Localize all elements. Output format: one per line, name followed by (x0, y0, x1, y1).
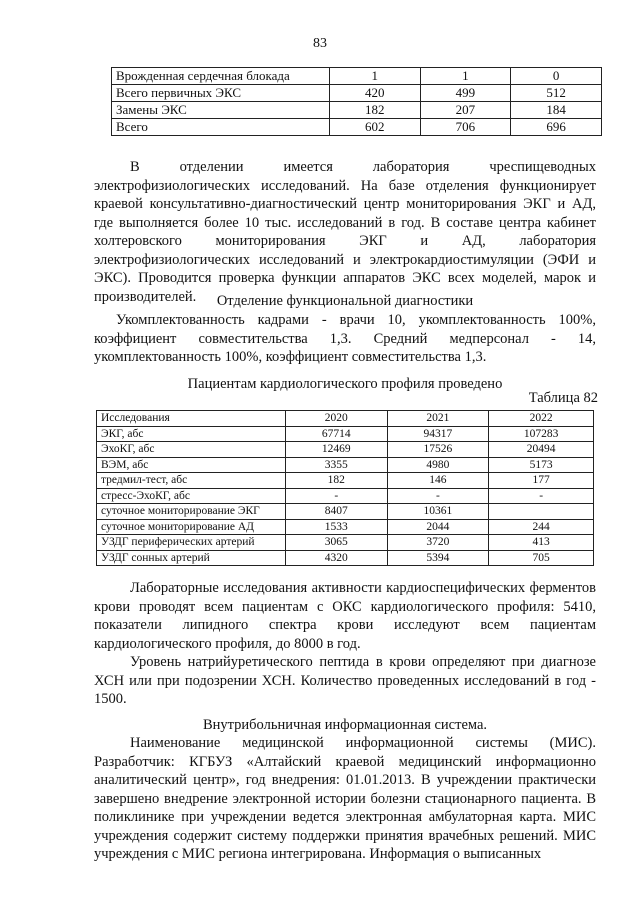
table-row (112, 119, 602, 136)
row-label-cell: тредмил-тест, абс (97, 473, 286, 489)
table-row (97, 488, 594, 504)
value-cell: 5394 (387, 550, 489, 566)
table-title: Пациентам кардиологического профиля проведено (187, 376, 503, 392)
header-studies: Исследования (97, 411, 286, 427)
value-cell: 182 (329, 102, 420, 119)
value-cell: 413 (489, 535, 594, 551)
value-cell: - (489, 488, 594, 504)
value-cell: - (285, 488, 387, 504)
value-cell: 5173 (489, 457, 594, 473)
peptide-paragraph: Уровень натрийуретического пептида в крови определяют при диагнозе ХСН или при подозрении ХСН. Количество проведенных исследований в год - 1500. (94, 654, 596, 707)
enzymes-paragraph: Лабораторные исследования активности кардиоспецифических ферментов крови проводят всем пациентам с ОКС кардиологического профиля: 5410, показатели липидного спектра крови исследуют всем пациентам кардиологического профиля, до 8000 в год. (94, 580, 596, 652)
pacemaker-table-body (112, 68, 602, 136)
value-cell: 177 (489, 473, 594, 489)
table-row (112, 68, 602, 85)
value-cell: 3720 (387, 535, 489, 551)
row-label-cell: Всего первичных ЭКС (112, 85, 330, 102)
row-label-cell: Замены ЭКС (112, 102, 330, 119)
value-cell: - (387, 488, 489, 504)
value-cell: 184 (511, 102, 602, 119)
value-cell: 146 (387, 473, 489, 489)
table-row (97, 442, 594, 458)
value-cell: 3065 (285, 535, 387, 551)
header-2022: 2022 (489, 411, 594, 427)
table-row (112, 85, 602, 102)
value-cell: 20494 (489, 442, 594, 458)
table-row (97, 473, 594, 489)
row-label-cell: УЗДГ периферических артерий (97, 535, 286, 551)
lab-paragraph: В отделении имеется лаборатория чреспищеводных электрофизиологических исследований. На базе отделения функционирует краевой консультативно-диагностический центр мониторирования ЭКГ и АД, где выполняется более 10 тыс. исследований в год. В составе центра кабинет холтеровского мониторирования ЭКГ и АД, лаборатория электрофизиологических исследований и электрокардиостимуляции (ЭФИ и ЭКС). Проводится проверка функции аппаратов ЭКС всех моделей, марок и производителей. (94, 159, 596, 305)
studies-table-body (97, 426, 594, 566)
value-cell: 8407 (285, 504, 387, 520)
value-cell: 2044 (387, 519, 489, 535)
header-2020: 2020 (285, 411, 387, 427)
table-row (97, 426, 594, 442)
value-cell: 3355 (285, 457, 387, 473)
page-number: 83 (313, 36, 327, 51)
value-cell: 107283 (489, 426, 594, 442)
table-row (97, 535, 594, 551)
studies-table (96, 410, 594, 566)
functional-diagnostics-heading: Отделение функциональной диагностики (216, 293, 474, 309)
row-label-cell: стресс-ЭхоКГ, абс (97, 488, 286, 504)
value-cell: 17526 (387, 442, 489, 458)
row-label-cell: ВЭМ, абс (97, 457, 286, 473)
value-cell: 10361 (387, 504, 489, 520)
value-cell: 1 (329, 68, 420, 85)
table-row (97, 519, 594, 535)
value-cell: 182 (285, 473, 387, 489)
value-cell: 696 (511, 119, 602, 136)
value-cell: 1 (420, 68, 511, 85)
value-cell: 207 (420, 102, 511, 119)
value-cell: 94317 (387, 426, 489, 442)
value-cell: 4980 (387, 457, 489, 473)
row-label-cell: Врожденная сердечная блокада (112, 68, 330, 85)
pacemaker-table (111, 67, 602, 136)
studies-table-header-row (97, 411, 594, 427)
value-cell: 67714 (285, 426, 387, 442)
value-cell: 0 (511, 68, 602, 85)
value-cell: 12469 (285, 442, 387, 458)
value-cell: 512 (511, 85, 602, 102)
value-cell: 602 (329, 119, 420, 136)
row-label-cell: Всего (112, 119, 330, 136)
value-cell: 499 (420, 85, 511, 102)
information-system-heading: Внутрибольничная информационная система. (202, 717, 488, 733)
row-label-cell: ЭхоКГ, абс (97, 442, 286, 458)
value-cell: 1533 (285, 519, 387, 535)
table-row (112, 102, 602, 119)
mis-paragraph: Наименование медицинской информационной системы (МИС). Разработчик: КГБУЗ «Алтайский краевой медицинский информационно аналитический центр», год внедрения: 01.01.2013. В учреждении практически завершено внедрение электронной истории болезни стационарного пациента. В поликлинике при учреждении ведется электронная амбулаторная карта. МИС учреждения содержит систему поддержки принятия врачебных решений. МИС учреждения с МИС региона интегрирована. Информация о выписанных (94, 735, 596, 862)
table-row (97, 457, 594, 473)
table-row (97, 550, 594, 566)
table-number-label: Таблица 82 (528, 390, 598, 406)
value-cell: 4320 (285, 550, 387, 566)
staffing-paragraph: Укомплектованность кадрами - врачи 10, укомплектованность 100%, коэффициент совместительства 1,3. Средний медперсонал - 14, укомплектованность 100%, коэффициент совместительства 1,3. (94, 312, 596, 365)
row-label-cell: ЭКГ, абс (97, 426, 286, 442)
value-cell (489, 504, 594, 520)
header-2021: 2021 (387, 411, 489, 427)
value-cell: 420 (329, 85, 420, 102)
value-cell: 706 (420, 119, 511, 136)
value-cell: 705 (489, 550, 594, 566)
table-row (97, 504, 594, 520)
value-cell: 244 (489, 519, 594, 535)
row-label-cell: суточное мониторирование АД (97, 519, 286, 535)
row-label-cell: суточное мониторирование ЭКГ (97, 504, 286, 520)
row-label-cell: УЗДГ сонных артерий (97, 550, 286, 566)
